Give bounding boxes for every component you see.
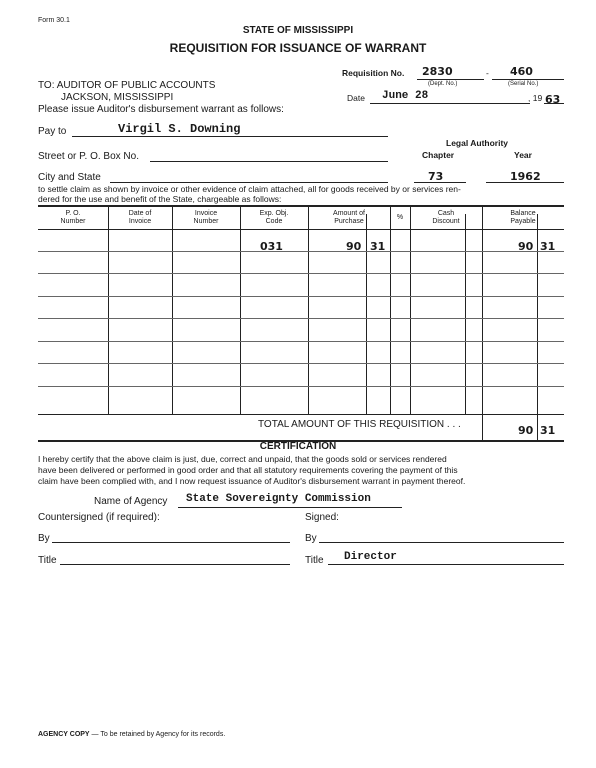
date-value: June 28 — [382, 90, 429, 102]
serial-number: 460 — [510, 65, 533, 78]
footer-note — [38, 731, 225, 738]
by-label-right: By — [305, 533, 317, 544]
street-label: Street or P. O. Box No. — [38, 151, 139, 162]
city-label: City and State — [38, 172, 101, 183]
certification-line-1: I hereby certify that the above claim is just, due, correct and unpaid, that the goods sold or services rendered — [38, 454, 447, 464]
settle-line-1: to settle claim as shown by invoice or other evidence of claim attached, all for goods received by or services ren- — [38, 184, 461, 194]
row1-amount-dollars: 90 — [346, 240, 362, 253]
header-exp-obj-code: Exp. Obj. Code — [259, 210, 289, 225]
year-label: Year — [514, 150, 532, 160]
form-number: Form 30.1 — [38, 17, 70, 24]
to-line-1: TO: AUDITOR OF PUBLIC ACCOUNTS — [38, 80, 216, 91]
title-value: Director — [344, 551, 397, 563]
by-label-left: By — [38, 533, 50, 544]
to-line-2: JACKSON, MISSISSIPPI — [61, 92, 174, 103]
pay-to-value: Virgil S. Downing — [118, 122, 241, 136]
header-amount-of-purchase: Amount of Purchase — [333, 210, 365, 225]
certification-line-3: claim have been complied with, and I now request issuance of Auditor's disbursement warrant in payment thereof. — [38, 476, 466, 486]
legal-authority-heading: Legal Authority — [446, 138, 509, 148]
agency-label: Name of Agency — [94, 496, 168, 507]
form-title: REQUISITION FOR ISSUANCE OF WARRANT — [169, 41, 427, 55]
signed-label: Signed: — [305, 512, 339, 523]
certification-heading: CERTIFICATION — [259, 441, 337, 452]
header-cash-discount: Cash Discount — [432, 210, 460, 225]
footer-text: — To be retained by Agency for its records. — [89, 731, 226, 738]
countersigned-label: Countersigned (if required): — [38, 512, 160, 523]
requisition-label: Requisition No. — [342, 68, 405, 78]
row1-balance-dollars: 90 — [518, 240, 534, 253]
total-label: TOTAL AMOUNT OF THIS REQUISITION . . . — [258, 419, 461, 430]
header-invoice-number: Invoice Number — [193, 210, 219, 225]
row1-amount-cents: 31 — [370, 240, 386, 253]
pay-to-label: Pay to — [38, 126, 67, 137]
date-label: Date — [347, 93, 365, 103]
header-date-of-invoice: Date of Invoice — [128, 210, 152, 225]
serial-caption: (Serial No.) — [508, 81, 539, 87]
settle-line-2: dered for the use and benefit of the State, chargeable as follows: — [38, 194, 282, 204]
row1-balance-cents: 31 — [540, 240, 556, 253]
date-year-prefix: , 19 — [528, 93, 543, 103]
header-percent: % — [396, 214, 404, 221]
dept-number: 2830 — [422, 65, 453, 78]
header-po-number: P. O. Number — [60, 210, 86, 225]
footer-agency-copy: AGENCY COPY — [38, 731, 90, 738]
date-year: 63 — [545, 93, 561, 106]
title-label-right: Title — [305, 555, 324, 566]
header-balance-payable: Balance Payable — [510, 210, 536, 225]
dept-caption: (Dept. No.) — [428, 81, 458, 87]
total-dollars: 90 — [518, 424, 534, 437]
certification-line-2: have been delivered or performed in good order and that all statutory requirements covering the payment of this — [38, 465, 458, 475]
row1-exp-code: 031 — [260, 240, 283, 253]
state-heading: STATE OF MISSISSIPPI — [242, 25, 354, 36]
agency-value: State Sovereignty Commission — [186, 493, 371, 505]
title-label-left: Title — [38, 555, 57, 566]
year-value: 1962 — [510, 170, 541, 183]
chapter-label: Chapter — [422, 150, 455, 160]
chapter-value: 73 — [428, 170, 444, 183]
to-line-3: Please issue Auditor's disbursement warrant as follows: — [38, 104, 284, 115]
total-cents: 31 — [540, 424, 556, 437]
